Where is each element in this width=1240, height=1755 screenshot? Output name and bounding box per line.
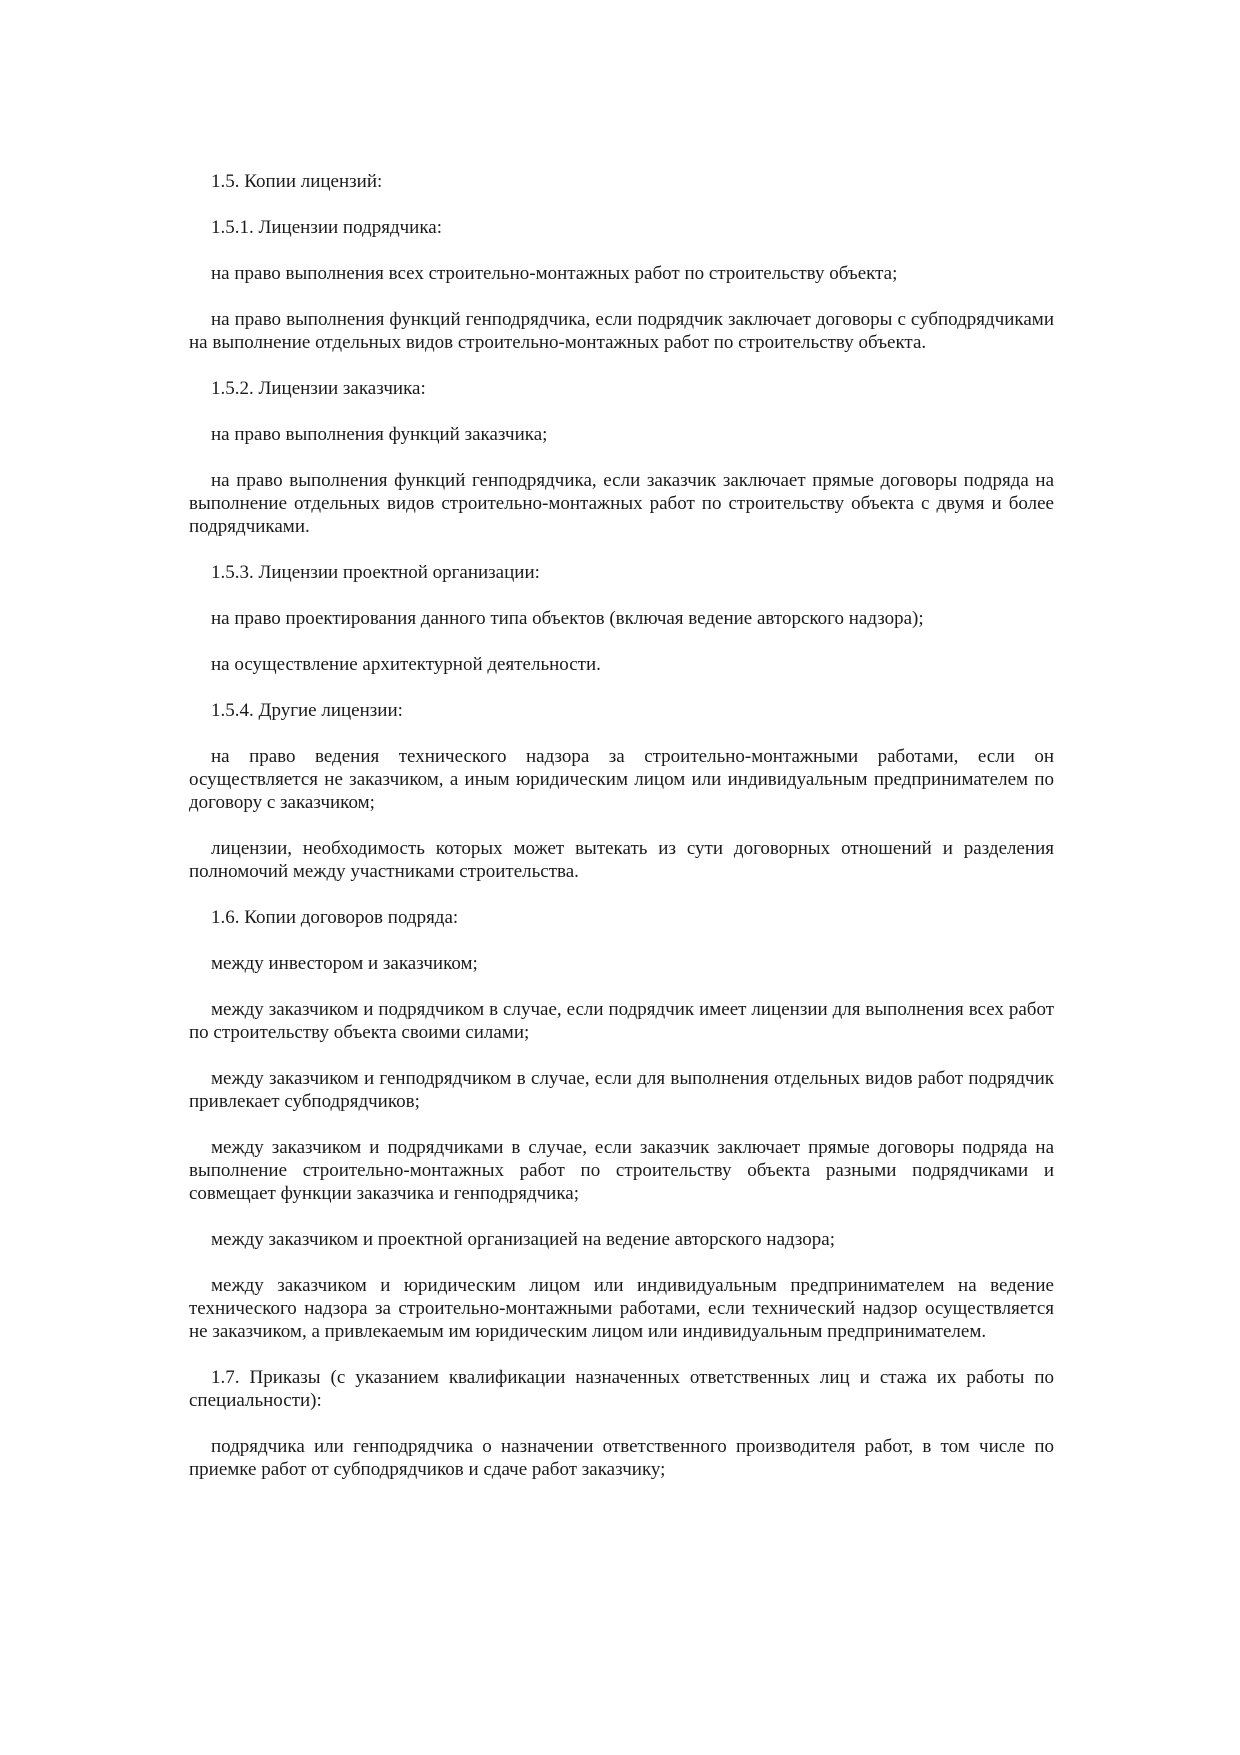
heading-1-5-2: 1.5.2. Лицензии заказчика: [211, 378, 426, 399]
heading-1-5: 1.5. Копии лицензий: [211, 171, 383, 192]
paragraph: на осуществление архитектурной деятельности. [211, 654, 601, 675]
paragraph: подрядчика или генподрядчика о назначении ответственного производителя работ, в том числе по приемке работ от субподрядчиков и сдаче работ заказчику; [189, 1436, 1054, 1480]
heading-1-5-3: 1.5.3. Лицензии проектной организации: [211, 562, 540, 583]
heading-1-5-4: 1.5.4. Другие лицензии: [211, 700, 403, 721]
paragraph: на право проектирования данного типа объектов (включая ведение авторского надзора); [211, 608, 924, 629]
paragraph: на право выполнения функций генподрядчика, если заказчик заключает прямые договоры подряда на выполнение отдельных видов строительно-монтажных работ по строительству объекта с двумя и более подрядчиками. [189, 470, 1054, 537]
paragraph: лицензии, необходимость которых может вытекать из сути договорных отношений и разделения полномочий между участниками строительства. [189, 838, 1054, 882]
heading-1-5-1: 1.5.1. Лицензии подрядчика: [211, 217, 442, 238]
paragraph: между заказчиком и юридическим лицом или индивидуальным предпринимателем на ведение технического надзора за строительно-монтажными работами, если технический надзор осуществляется не заказчиком, а привлекаемым им юридическим лицом или индивидуальным предпринимателем. [189, 1275, 1054, 1342]
paragraph: между инвестором и заказчиком; [211, 953, 478, 974]
paragraph: на право ведения технического надзора за строительно-монтажными работами, если он осуществляется не заказчиком, а иным юридическим лицом или индивидуальным предпринимателем по договору с заказчиком; [189, 746, 1054, 813]
document-page [189, 170, 1054, 1504]
paragraph: между заказчиком и подрядчиками в случае, если заказчик заключает прямые договоры подряда на выполнение строительно-монтажных работ по строительству объекта разными подрядчиками и совмещает функции заказчика и генподрядчика; [189, 1137, 1054, 1204]
paragraph: между заказчиком и генподрядчиком в случае, если для выполнения отдельных видов работ подрядчик привлекает субподрядчиков; [189, 1068, 1054, 1112]
paragraph: между заказчиком и проектной организацией на ведение авторского надзора; [211, 1229, 836, 1250]
heading-1-7: 1.7. Приказы (с указанием квалификации назначенных ответственных лиц и стажа их работы по специальности): [189, 1367, 1054, 1411]
paragraph: на право выполнения функций генподрядчика, если подрядчик заключает договоры с субподрядчиками на выполнение отдельных видов строительно-монтажных работ по строительству объекта. [189, 309, 1054, 353]
heading-1-6: 1.6. Копии договоров подряда: [211, 907, 459, 928]
paragraph: между заказчиком и подрядчиком в случае, если подрядчик имеет лицензии для выполнения всех работ по строительству объекта своими силами; [189, 999, 1054, 1043]
paragraph: на право выполнения всех строительно-монтажных работ по строительству объекта; [211, 263, 898, 284]
paragraph: на право выполнения функций заказчика; [211, 424, 548, 445]
